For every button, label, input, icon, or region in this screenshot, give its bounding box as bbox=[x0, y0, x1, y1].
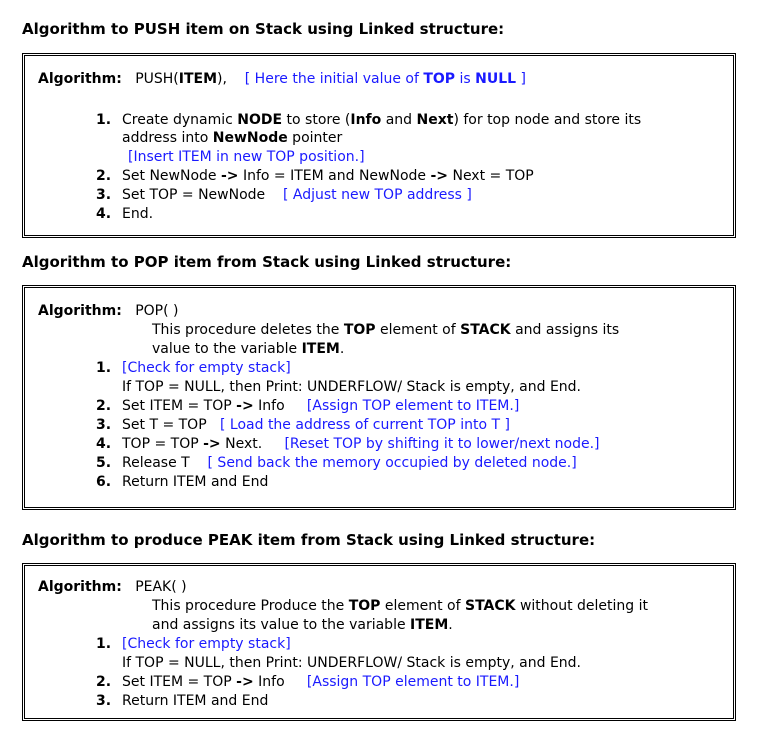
pop-step-2 bbox=[96, 397, 519, 415]
push-s3-note: [ Adjust new TOP address ] bbox=[282, 187, 472, 203]
push-sig-param: ITEM bbox=[178, 71, 218, 87]
push-s1-i: NewNode bbox=[212, 130, 288, 146]
peak-desc2-a: and assigns its value to the variable bbox=[152, 617, 411, 633]
peak-s2-arrow: -> bbox=[236, 674, 254, 690]
peak-step-2-num: 2. bbox=[96, 674, 112, 690]
push-step-3 bbox=[96, 186, 472, 204]
pop-s3-a: Set T = TOP bbox=[122, 417, 207, 433]
peak-s2-note: [Assign TOP element to ITEM.] bbox=[306, 674, 520, 690]
peak-step-3 bbox=[96, 692, 268, 710]
pop-heading: Algorithm to POP item from Stack using Linked structure: bbox=[22, 253, 512, 271]
push-sig-post: ), bbox=[217, 71, 227, 87]
peak-algo-label: Algorithm: bbox=[38, 579, 122, 595]
peak-desc1-c: element of bbox=[380, 598, 465, 614]
pop-step-3-num: 3. bbox=[96, 417, 112, 433]
push-note bbox=[245, 71, 526, 87]
pop-s2-arrow: -> bbox=[236, 398, 254, 414]
pop-s5-a: Release T bbox=[122, 455, 190, 471]
peak-s2-b: Info bbox=[253, 674, 285, 690]
push-s2-b: Info = ITEM and NewNode bbox=[238, 168, 431, 184]
pop-step-1-num: 1. bbox=[96, 360, 112, 376]
peak-desc-line-1 bbox=[152, 597, 648, 615]
push-s1-b: NODE bbox=[237, 112, 283, 128]
peak-step-3-num: 3. bbox=[96, 693, 112, 709]
pop-sig: POP( ) bbox=[135, 303, 179, 319]
peak-s1-note: [Check for empty stack] bbox=[122, 636, 291, 652]
pop-step-6-num: 6. bbox=[96, 474, 112, 490]
push-step-3-num: 3. bbox=[96, 187, 112, 203]
pop-desc1-e: and assigns its bbox=[510, 322, 620, 338]
push-step-4 bbox=[96, 205, 153, 223]
push-step-4-num: 4. bbox=[96, 206, 112, 222]
pop-desc-line-2 bbox=[152, 340, 344, 358]
push-algorithm-box bbox=[22, 53, 736, 238]
pop-s2-a: Set ITEM = TOP bbox=[122, 398, 237, 414]
pop-step-6 bbox=[96, 473, 268, 491]
pop-s5-note: [ Send back the memory occupied by deleted node.] bbox=[207, 455, 577, 471]
pop-s4-b: Next. bbox=[220, 436, 263, 452]
push-note-pre: [ Here the initial value of bbox=[244, 71, 424, 87]
pop-s6-a: Return ITEM and End bbox=[122, 474, 269, 490]
peak-step-2 bbox=[96, 673, 519, 691]
pop-s4-note: [Reset TOP by shifting it to lower/next node.] bbox=[284, 436, 600, 452]
pop-step-1 bbox=[96, 359, 291, 377]
peak-step-1-num: 1. bbox=[96, 636, 112, 652]
peak-desc1-e: without deleting it bbox=[515, 598, 649, 614]
pop-s2-note: [Assign TOP element to ITEM.] bbox=[306, 398, 520, 414]
peak-heading: Algorithm to produce PEAK item from Stack using Linked structure: bbox=[22, 531, 596, 549]
pop-desc2-c: . bbox=[339, 341, 345, 357]
pop-desc1-c: element of bbox=[375, 322, 461, 338]
push-sig-pre: PUSH( bbox=[135, 71, 179, 87]
push-step-1 bbox=[96, 111, 641, 129]
pop-desc2-b: ITEM bbox=[301, 341, 340, 357]
push-algo-label: Algorithm: bbox=[38, 71, 122, 87]
pop-desc1-a: This procedure deletes the bbox=[152, 322, 344, 338]
pop-step-4 bbox=[96, 435, 600, 453]
push-s3-a: Set TOP = NewNode bbox=[122, 187, 266, 203]
pop-step-3 bbox=[96, 416, 510, 434]
pop-s3-note: [ Load the address of current TOP into T ] bbox=[220, 417, 510, 433]
pop-step-2-num: 2. bbox=[96, 398, 112, 414]
push-s1-j: pointer bbox=[287, 130, 343, 146]
peak-desc-line-2 bbox=[152, 616, 453, 634]
pop-signature-line bbox=[38, 302, 178, 320]
pop-desc1-d: STACK bbox=[460, 322, 511, 338]
push-s1-f: Next bbox=[416, 112, 454, 128]
push-note-post: ] bbox=[516, 71, 527, 87]
push-step-2-num: 2. bbox=[96, 168, 112, 184]
peak-signature-line bbox=[38, 578, 187, 596]
pop-s4-arrow: -> bbox=[203, 436, 221, 452]
pop-desc-line-1 bbox=[152, 321, 619, 339]
push-step-2 bbox=[96, 167, 534, 185]
peak-sig: PEAK( ) bbox=[135, 579, 187, 595]
push-s1-e: and bbox=[381, 112, 417, 128]
push-s1-c: to store ( bbox=[282, 112, 351, 128]
peak-desc1-a: This procedure Produce the bbox=[152, 598, 349, 614]
pop-desc2-a: value to the variable bbox=[152, 341, 302, 357]
push-heading: Algorithm to PUSH item on Stack using Linked structure: bbox=[22, 20, 505, 38]
push-s2-a: Set NewNode bbox=[122, 168, 221, 184]
pop-step-5 bbox=[96, 454, 577, 472]
peak-desc1-b: TOP bbox=[348, 598, 381, 614]
push-step-1-cont bbox=[122, 129, 342, 147]
push-s2-arrow-2: -> bbox=[430, 168, 449, 184]
push-s4-a: End. bbox=[122, 206, 154, 222]
push-s1-d: Info bbox=[350, 112, 382, 128]
pop-step-1-cont: If TOP = NULL, then Print: UNDERFLOW/ Stack is empty, and End. bbox=[122, 379, 581, 395]
push-step-1-num: 1. bbox=[96, 112, 112, 128]
pop-s2-b: Info bbox=[253, 398, 285, 414]
push-step-1-note: [Insert ITEM in new TOP position.] bbox=[128, 149, 365, 165]
peak-desc2-c: . bbox=[448, 617, 453, 633]
push-s2-arrow-1: -> bbox=[220, 168, 239, 184]
push-s1-a: Create dynamic bbox=[122, 112, 238, 128]
push-note-null: NULL bbox=[475, 71, 517, 87]
push-s2-c: Next = TOP bbox=[448, 168, 534, 184]
push-note-top: TOP bbox=[423, 71, 456, 87]
push-signature-line bbox=[38, 70, 526, 88]
peak-s3-a: Return ITEM and End bbox=[122, 693, 269, 709]
pop-step-4-num: 4. bbox=[96, 436, 112, 452]
peak-desc1-d: STACK bbox=[465, 598, 516, 614]
pop-step-5-num: 5. bbox=[96, 455, 112, 471]
pop-algorithm-box bbox=[22, 285, 736, 510]
push-s1-g: ) for top node and store its bbox=[453, 112, 642, 128]
peak-s2-a: Set ITEM = TOP bbox=[122, 674, 237, 690]
pop-desc1-b: TOP bbox=[343, 322, 376, 338]
pop-s1-note: [Check for empty stack] bbox=[122, 360, 291, 376]
push-note-mid: is bbox=[455, 71, 476, 87]
push-s1-h: address into bbox=[122, 130, 213, 146]
pop-algo-label: Algorithm: bbox=[38, 303, 122, 319]
peak-algorithm-box bbox=[22, 563, 736, 721]
peak-step-1 bbox=[96, 635, 291, 653]
peak-step-1-cont: If TOP = NULL, then Print: UNDERFLOW/ Stack is empty, and End. bbox=[122, 655, 581, 671]
peak-desc2-b: ITEM bbox=[410, 617, 449, 633]
pop-s4-a: TOP = TOP bbox=[122, 436, 204, 452]
